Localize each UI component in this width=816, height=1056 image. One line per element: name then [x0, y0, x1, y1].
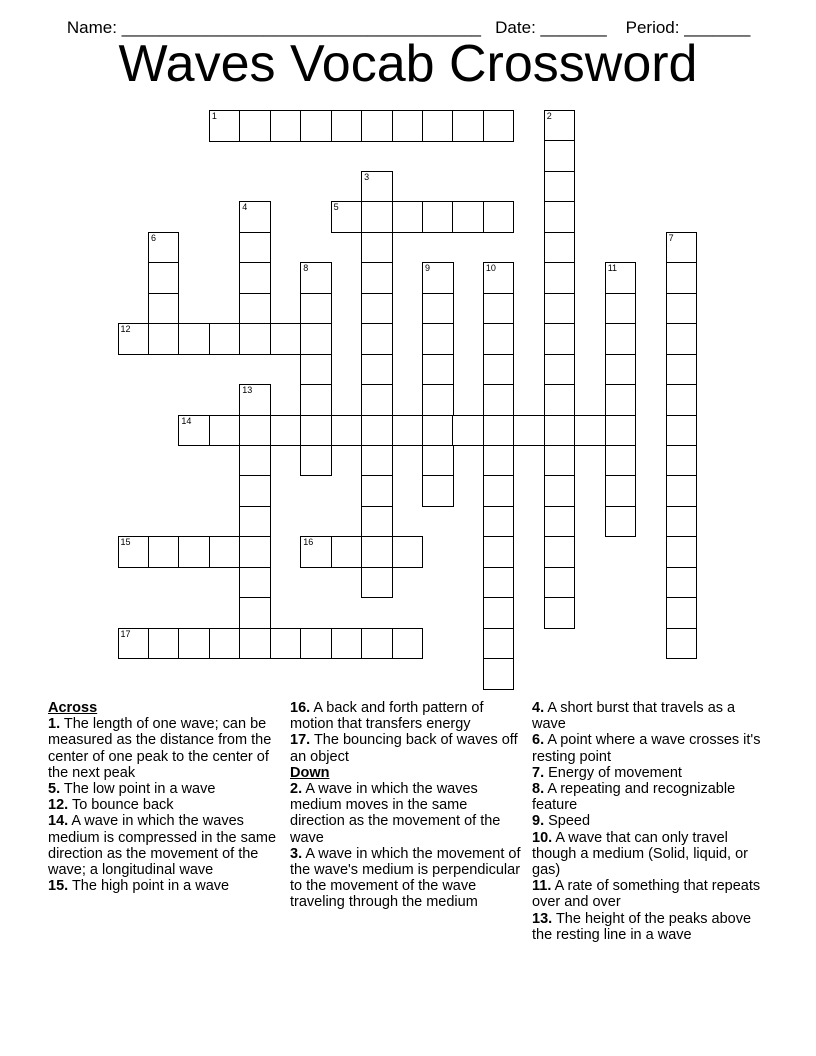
- crossword-cell[interactable]: [331, 415, 363, 447]
- crossword-cell[interactable]: [483, 201, 515, 233]
- crossword-cell[interactable]: [544, 293, 576, 325]
- crossword-cell[interactable]: [178, 415, 210, 447]
- crossword-cell[interactable]: [270, 628, 302, 660]
- clues-column-2: [290, 700, 522, 911]
- crossword-cell[interactable]: [544, 262, 576, 294]
- crossword-cell[interactable]: [544, 201, 576, 233]
- crossword-cell[interactable]: [392, 536, 424, 568]
- crossword-cell[interactable]: [239, 628, 271, 660]
- crossword-cell[interactable]: [331, 201, 363, 233]
- crossword-cell[interactable]: [361, 232, 393, 264]
- crossword-cell[interactable]: [300, 415, 332, 447]
- crossword-cell[interactable]: [452, 415, 484, 447]
- crossword-cell[interactable]: [544, 323, 576, 355]
- crossword-cell[interactable]: [666, 567, 698, 599]
- crossword-cell[interactable]: [452, 110, 484, 142]
- clue-across-17: 17. The bouncing back of waves off an object: [290, 732, 518, 765]
- crossword-cell[interactable]: [361, 262, 393, 294]
- clue-number: 7: [668, 232, 674, 243]
- crossword-cell[interactable]: [209, 536, 241, 568]
- crossword-cell[interactable]: [666, 232, 698, 264]
- clue-down-2: 2. A wave in which the waves medium moves in the same direction as the movement of the wave: [290, 781, 501, 846]
- clue-number: 12: [120, 324, 131, 335]
- crossword-cell[interactable]: [239, 445, 271, 477]
- crossword-cell[interactable]: [666, 536, 698, 568]
- crossword-cell[interactable]: [666, 475, 698, 507]
- crossword-cell[interactable]: [544, 597, 576, 629]
- crossword-cell[interactable]: [148, 293, 180, 325]
- crossword-cell[interactable]: [666, 597, 698, 629]
- crossword-cell[interactable]: [422, 293, 454, 325]
- clue-across-16: 16. A back and forth pattern of motion that transfers energy: [290, 700, 484, 733]
- crossword-cell[interactable]: [483, 628, 515, 660]
- crossword-cell[interactable]: [361, 171, 393, 203]
- clue-number: 11: [607, 263, 618, 274]
- crossword-cell[interactable]: [422, 384, 454, 416]
- crossword-cell[interactable]: [148, 262, 180, 294]
- crossword-cell[interactable]: [178, 628, 210, 660]
- crossword-cell[interactable]: [483, 354, 515, 386]
- clue-number: 15: [120, 537, 131, 548]
- crossword-cell[interactable]: [118, 628, 150, 660]
- crossword-cell[interactable]: [178, 323, 210, 355]
- crossword-cell[interactable]: [300, 110, 332, 142]
- crossword-cell[interactable]: [361, 323, 393, 355]
- crossword-cell[interactable]: [666, 262, 698, 294]
- crossword-cell[interactable]: [239, 475, 271, 507]
- crossword-cell[interactable]: [422, 201, 454, 233]
- down-heading: Down: [290, 764, 330, 781]
- crossword-cell[interactable]: [209, 323, 241, 355]
- crossword-cell[interactable]: [178, 536, 210, 568]
- crossword-cell[interactable]: [148, 232, 180, 264]
- crossword-cell[interactable]: [270, 110, 302, 142]
- crossword-cell[interactable]: [209, 415, 241, 447]
- clue-across-14: 14. A wave in which the waves medium is compressed in the same direction as the movement of the wave; a longitudinal wave: [48, 813, 277, 879]
- crossword-cell[interactable]: [392, 415, 424, 447]
- crossword-cell[interactable]: [361, 354, 393, 386]
- name-field[interactable]: Name: ______________________________________: [66, 18, 481, 37]
- crossword-cell[interactable]: [361, 445, 393, 477]
- crossword-cell[interactable]: [452, 201, 484, 233]
- clue-across-1: 1. The length of one wave; can be measured as the distance from the center of one peak to the center of the next peak: [48, 716, 272, 781]
- clue-down-9: 9. Speed: [532, 813, 591, 830]
- crossword-cell[interactable]: [605, 415, 637, 447]
- clue-down-8: 8. A repeating and recognizable feature: [532, 781, 736, 814]
- clue-number: 4: [242, 202, 248, 213]
- crossword-cell[interactable]: [361, 201, 393, 233]
- crossword-cell[interactable]: [300, 323, 332, 355]
- crossword-cell[interactable]: [239, 232, 271, 264]
- crossword-cell[interactable]: [239, 415, 271, 447]
- crossword-cell[interactable]: [422, 262, 454, 294]
- crossword-cell[interactable]: [483, 384, 515, 416]
- crossword-cell[interactable]: [513, 415, 545, 447]
- crossword-cell[interactable]: [239, 597, 271, 629]
- crossword-cell[interactable]: [148, 628, 180, 660]
- crossword-cell[interactable]: [544, 354, 576, 386]
- crossword-cell[interactable]: [544, 384, 576, 416]
- crossword-cell[interactable]: [209, 628, 241, 660]
- clue-number: 5: [333, 202, 339, 213]
- clue-number: 10: [485, 263, 496, 274]
- crossword-cell[interactable]: [361, 506, 393, 538]
- crossword-cell[interactable]: [392, 628, 424, 660]
- crossword-cell[interactable]: [422, 323, 454, 355]
- clue-down-6: 6. A point where a wave crosses it's resting point: [532, 732, 761, 765]
- crossword-cell[interactable]: [239, 262, 271, 294]
- clues-column-1: [48, 700, 278, 894]
- page-title: Waves Vocab Crossword: [118, 35, 698, 93]
- clue-number: 8: [303, 263, 309, 274]
- crossword-cell[interactable]: [544, 536, 576, 568]
- crossword-cell[interactable]: [666, 506, 698, 538]
- crossword-cell[interactable]: [392, 110, 424, 142]
- crossword-cell[interactable]: [544, 415, 576, 447]
- crossword-cell[interactable]: [270, 323, 302, 355]
- crossword-cell[interactable]: [666, 293, 698, 325]
- clue-number: 1: [211, 111, 217, 121]
- crossword-cell[interactable]: [544, 232, 576, 264]
- crossword-cell[interactable]: [361, 384, 393, 416]
- crossword-cell[interactable]: [483, 567, 515, 599]
- crossword-cell[interactable]: [300, 262, 332, 294]
- crossword-cell[interactable]: [239, 323, 271, 355]
- crossword-cell[interactable]: [605, 506, 637, 538]
- crossword-cell[interactable]: [300, 628, 332, 660]
- crossword-cell[interactable]: [331, 110, 363, 142]
- clue-number: 14: [181, 415, 192, 426]
- clue-number: 2: [546, 111, 552, 121]
- crossword-cell[interactable]: [300, 445, 332, 477]
- crossword-cell[interactable]: [361, 475, 393, 507]
- clue-number: 6: [150, 232, 156, 243]
- clue-across-5: 5. The low point in a wave: [48, 781, 216, 798]
- crossword-cell[interactable]: [605, 384, 637, 416]
- crossword-cell[interactable]: [544, 445, 576, 477]
- crossword-cell[interactable]: [148, 323, 180, 355]
- crossword-cell[interactable]: [544, 475, 576, 507]
- clue-number: 16: [303, 537, 314, 548]
- crossword-cell[interactable]: [544, 506, 576, 538]
- crossword-cell[interactable]: [483, 597, 515, 629]
- crossword-cell[interactable]: [666, 384, 698, 416]
- crossword-cell[interactable]: [483, 536, 515, 568]
- crossword-cell[interactable]: [422, 415, 454, 447]
- clue-number: 3: [364, 171, 370, 182]
- crossword-cell[interactable]: [605, 354, 637, 386]
- crossword-cell[interactable]: [483, 415, 515, 447]
- crossword-cell[interactable]: [331, 536, 363, 568]
- clue-down-7: 7. Energy of movement: [532, 764, 682, 781]
- crossword-cell[interactable]: [666, 415, 698, 447]
- crossword-cell[interactable]: [574, 415, 606, 447]
- crossword-cell[interactable]: [300, 354, 332, 386]
- crossword-cell[interactable]: [483, 293, 515, 325]
- clue-down-10: 10. A wave that can only travel though a medium (Solid, liquid, or gas): [532, 829, 749, 879]
- crossword-cell[interactable]: [361, 536, 393, 568]
- crossword-cell[interactable]: [483, 658, 515, 690]
- date-field[interactable]: Date: _______: [495, 18, 607, 37]
- crossword-cell[interactable]: [239, 293, 271, 325]
- crossword-cell[interactable]: [544, 171, 576, 203]
- crossword-cell[interactable]: [331, 628, 363, 660]
- crossword-cell[interactable]: [422, 354, 454, 386]
- crossword-cell[interactable]: [300, 384, 332, 416]
- clue-number: 13: [242, 385, 253, 396]
- crossword-cell[interactable]: [361, 415, 393, 447]
- crossword-cell[interactable]: [483, 110, 515, 142]
- crossword-cell[interactable]: [239, 506, 271, 538]
- clue-down-4: 4. A short burst that travels as a wave: [532, 700, 736, 733]
- clue-down-13: 13. The height of the peaks above the resting line in a wave: [532, 910, 752, 943]
- crossword-cell[interactable]: [361, 567, 393, 599]
- crossword-cell[interactable]: [300, 293, 332, 325]
- clue-across-12: 12. To bounce back: [48, 797, 174, 814]
- crossword-cell[interactable]: [666, 323, 698, 355]
- crossword-cell[interactable]: [239, 384, 271, 416]
- crossword-cell[interactable]: [239, 201, 271, 233]
- crossword-cell[interactable]: [118, 536, 150, 568]
- crossword-cell[interactable]: [483, 323, 515, 355]
- clue-across-15: 15. The high point in a wave: [48, 878, 230, 895]
- crossword-cell[interactable]: [361, 628, 393, 660]
- crossword-cell[interactable]: [483, 506, 515, 538]
- crossword-cell[interactable]: [361, 293, 393, 325]
- clue-down-11: 11. A rate of something that repeats over and over: [532, 878, 761, 911]
- crossword-cell[interactable]: [239, 536, 271, 568]
- crossword-cell[interactable]: [392, 201, 424, 233]
- crossword-cell[interactable]: [148, 536, 180, 568]
- crossword-cell[interactable]: [239, 110, 271, 142]
- crossword-cell[interactable]: [422, 475, 454, 507]
- crossword-cell[interactable]: [544, 110, 576, 142]
- crossword-cell[interactable]: [300, 536, 332, 568]
- crossword-cell[interactable]: [118, 323, 150, 355]
- crossword-cell[interactable]: [483, 475, 515, 507]
- crossword-cell[interactable]: [605, 475, 637, 507]
- crossword-cell[interactable]: [422, 445, 454, 477]
- period-field[interactable]: Period: _______: [625, 18, 751, 37]
- crossword-cell[interactable]: [209, 110, 241, 142]
- crossword-cell[interactable]: [422, 110, 454, 142]
- crossword-cell[interactable]: [544, 567, 576, 599]
- across-heading: Across: [48, 700, 98, 716]
- clue-number: 9: [425, 263, 431, 274]
- crossword-cell[interactable]: [666, 628, 698, 660]
- crossword-cell[interactable]: [605, 323, 637, 355]
- crossword-cell[interactable]: [666, 445, 698, 477]
- clues-column-3: [532, 700, 768, 943]
- clue-down-3: 3. A wave in which the movement of the wave's medium is perpendicular to the movement of the wave traveling through the medium: [290, 845, 521, 911]
- clue-number: 17: [120, 628, 131, 639]
- crossword-cell[interactable]: [544, 140, 576, 172]
- crossword-cell[interactable]: [361, 110, 393, 142]
- crossword-cell[interactable]: [483, 445, 515, 477]
- crossword-cell[interactable]: [605, 262, 637, 294]
- crossword-cell[interactable]: [270, 415, 302, 447]
- crossword-cell[interactable]: [605, 293, 637, 325]
- crossword-cell[interactable]: [483, 262, 515, 294]
- crossword-cell[interactable]: [239, 567, 271, 599]
- crossword-cell[interactable]: [605, 445, 637, 477]
- crossword-cell[interactable]: [666, 354, 698, 386]
